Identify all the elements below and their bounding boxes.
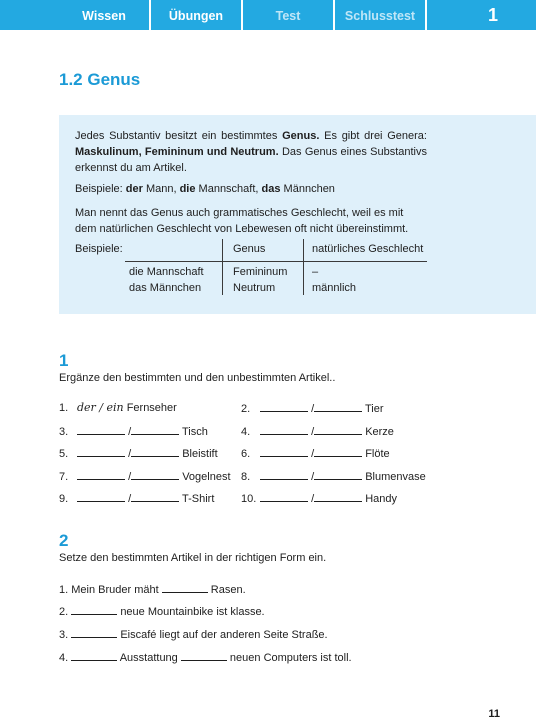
answer-blank[interactable] bbox=[260, 446, 308, 457]
answer-blank[interactable] bbox=[181, 650, 227, 661]
exercise-1-number: 1 bbox=[59, 351, 69, 370]
tab-schlusstest[interactable]: Schlusstest bbox=[335, 0, 427, 30]
tab-wissen[interactable]: Wissen bbox=[59, 0, 151, 30]
exercise-1-item: 1. der / ein Fernseher bbox=[59, 401, 177, 414]
table-cell-genus: Femininum bbox=[233, 266, 288, 278]
info-paragraph-2: Beispiele: der Mann, die Mannschaft, das Männchen bbox=[75, 183, 335, 195]
exercise-1-item: 6. / Flöte bbox=[241, 448, 390, 460]
answer-blank[interactable] bbox=[162, 582, 208, 593]
answer-blank[interactable] bbox=[314, 401, 362, 412]
exercise-2-number: 2 bbox=[59, 531, 69, 550]
table-vline-1 bbox=[222, 239, 223, 295]
answer-blank[interactable] bbox=[260, 491, 308, 502]
exercise-1-item: 9. / T-Shirt bbox=[59, 493, 215, 505]
answer-blank[interactable] bbox=[131, 469, 179, 480]
answer-blank[interactable] bbox=[131, 424, 179, 435]
table-header-genus: Genus bbox=[233, 243, 266, 255]
page-number: 11 bbox=[488, 708, 500, 720]
table-cell-noun: das Männchen bbox=[129, 282, 202, 294]
table-vline-2 bbox=[303, 239, 304, 295]
answer-blank[interactable] bbox=[71, 604, 117, 615]
exercise-2-sentence: 3. Eiscafé liegt auf der anderen Seite Straße. bbox=[59, 629, 328, 641]
exercise-1-item: 10. / Handy bbox=[241, 493, 397, 505]
table-divider bbox=[125, 261, 427, 262]
answer-blank[interactable] bbox=[260, 401, 308, 412]
page-title: 1.2 Genus bbox=[59, 70, 141, 89]
exercise-1-item: 3. / Tisch bbox=[59, 426, 208, 438]
tab-test[interactable]: Test bbox=[243, 0, 335, 30]
answer-blank[interactable] bbox=[131, 446, 179, 457]
answer-blank[interactable] bbox=[77, 446, 125, 457]
exercise-1-item: 8. / Blumenvase bbox=[241, 471, 426, 483]
answer-blank[interactable] bbox=[314, 469, 362, 480]
info-paragraph-1: Jedes Substantiv besitzt ein bestimmtes Genus. Es gibt drei Genera: Maskulinum, Femininum und Neutrum. Das Genus eines Substantivs erkennst du am Artikel. bbox=[75, 130, 428, 174]
answer-blank[interactable] bbox=[131, 491, 179, 502]
answer-blank[interactable] bbox=[260, 424, 308, 435]
exercise-2-sentence: 2. neue Mountainbike ist klasse. bbox=[59, 606, 265, 618]
header-bar bbox=[0, 0, 536, 30]
exercise-2-sentence: 1. Mein Bruder mäht Rasen. bbox=[59, 584, 246, 596]
table-cell-genus: Neutrum bbox=[233, 282, 276, 294]
answer-blank[interactable] bbox=[77, 469, 125, 480]
exercise-2-sentence: 4. Ausstattung neuen Computers ist toll. bbox=[59, 652, 352, 664]
exercise-1-item: 4. / Kerze bbox=[241, 426, 394, 438]
answer-blank[interactable] bbox=[77, 424, 125, 435]
info-box bbox=[59, 115, 536, 314]
handwritten-answer: der / ein bbox=[77, 401, 124, 414]
exercise-1-item: 5. / Bleistift bbox=[59, 448, 218, 460]
answer-blank[interactable] bbox=[314, 424, 362, 435]
table-cell-natural: – bbox=[312, 266, 319, 278]
answer-blank[interactable] bbox=[71, 650, 117, 661]
answer-blank[interactable] bbox=[260, 469, 308, 480]
tab-uebungen[interactable]: Übungen bbox=[151, 0, 243, 30]
answer-blank[interactable] bbox=[71, 627, 117, 638]
exercise-1-item: 7. / Vogelnest bbox=[59, 471, 231, 483]
table-cell-natural: männlich bbox=[312, 282, 357, 294]
answer-blank[interactable] bbox=[314, 446, 362, 457]
table-label: Beispiele: bbox=[75, 243, 123, 255]
answer-blank[interactable] bbox=[77, 491, 125, 502]
table-header-natural: natürliches Geschlecht bbox=[312, 243, 424, 255]
chapter-number: 1 bbox=[487, 5, 498, 25]
exercise-1-instruction: Ergänze den bestimmten und den unbestimmten Artikel.. bbox=[59, 372, 336, 384]
exercise-1-item: 2. / Tier bbox=[241, 403, 384, 415]
info-paragraph-3: Man nennt das Genus auch grammatisches Geschlecht, weil es mit dem natürlichen Geschlecht von Lebewesen oft nicht übereinstimmt. bbox=[75, 207, 409, 235]
answer-blank[interactable] bbox=[314, 491, 362, 502]
table-cell-noun: die Mannschaft bbox=[129, 266, 204, 278]
exercise-2-instruction: Setze den bestimmten Artikel in der richtigen Form ein. bbox=[59, 552, 327, 564]
